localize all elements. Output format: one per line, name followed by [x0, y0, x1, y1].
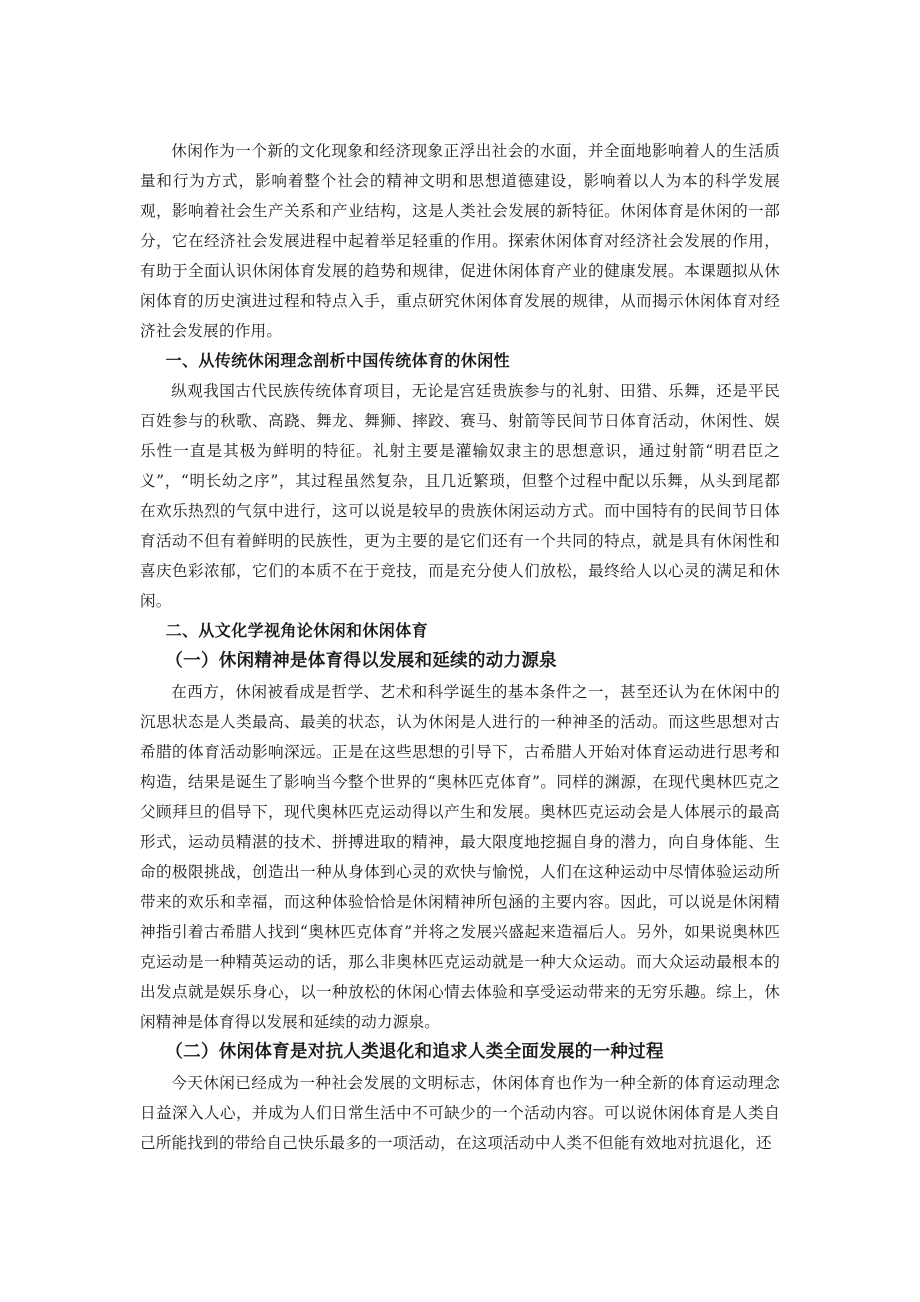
section-heading-1: 一、从传统休闲理念剖析中国传统体育的休闲性 — [165, 351, 510, 370]
subsection-2-2-paragraph: 今天休闲已经成为一种社会发展的文明标志，休闲体育也作为一种全新的体育运动理念日益深入人心，并成为人们日常生活中不可缺少的一个活动内容。可以说休闲体育是人类自己所能找到的带给自己快乐最多的一项活动，在这项活动中人类不但能有效地对抗退化，还 — [140, 1074, 780, 1152]
subsection-2-1-paragraph: 在西方，休闲被看成是哲学、艺术和科学诞生的基本条件之一，甚至还认为在休闲中的沉思状态是人类最高、最美的状态，认为休闲是人进行的一种神圣的活动。而这些思想对古希腊的体育活动影响深远。正是在这些思想的引导下，古希腊人开始对体育运动进行思考和构造，结果是诞生了影响当今整个世界的“奥林匹克体育”。同样的渊源，在现代奥林匹克之父顾拜旦的倡导下，现代奥林匹克运动得以产生和发展。奥林匹克运动会是人体展示的最高形式，运动员精湛的技术、拼搏进取的精神，最大限度地挖掘自身的潜力，向自身体能、生命的极限挑战，创造出一种从身体到心灵的欢快与愉悦，人们在这种运动中尽情体验运动所带来的欢乐和幸福，而这种体验恰恰是休闲精神所包涵的主要内容。因此，可以说是休闲精神指引着古希腊人找到“奥林匹克体育”并将之发展兴盛起来造福后人。另外，如果说奥林匹克运动是一种精英运动的话，那么非奥林匹克运动就是一种大众运动。而大众运动最根本的出发点就是娱乐身心，以一种放松的休闲心情去体验和享受运动带来的无穷乐趣。综上，休闲精神是体育得以发展和延续的动力源泉。 — [140, 683, 780, 1031]
section-heading-2: 二、从文化学视角论休闲和休闲体育 — [165, 621, 428, 640]
intro-paragraph: 休闲作为一个新的文化现象和经济现象正浮出社会的水面，并全面地影响着人的生活质量和行为方式，影响着整个社会的精神文明和思想道德建设，影响着以人为本的科学发展观，影响着社会生产关系和产业结构，这是人类社会发展的新特征。休闲体育是休闲的一部分，它在经济社会发展进程中起着举足轻重的作用。探索休闲体育对经济社会发展的作用，有助于全面认识休闲体育发展的趋势和规律，促进休闲体育产业的健康发展。本课题拟从休闲体育的历史演进过程和特点入手，重点研究休闲体育发展的规律，从而揭示休闲体育对经济社会发展的作用。 — [140, 142, 780, 340]
subsection-heading-2-2: （二）休闲体育是对抗人类退化和追求人类全面发展的一种过程 — [165, 1042, 664, 1062]
section-1-paragraph: 纵观我国古代民族传统体育项目，无论是宫廷贵族参与的礼射、田猎、乐舞，还是平民百姓参与的秋歌、高跷、舞龙、舞狮、摔跤、赛马、射箭等民间节日体育活动，休闲性、娱乐性一直是其极为鲜明的特征。礼射主要是灌输奴隶主的思想意识，通过射箭“明君臣之义”，“明长幼之序”，其过程虽然复杂，且几近繁琐，但整个过程中配以乐舞，从头到尾都在欢乐热烈的气氛中进行，这可以说是较早的贵族休闲运动方式。而中国特有的民间节日体育活动不但有着鲜明的民族性，更为主要的是它们还有一个共同的特点，就是具有休闲性和喜庆色彩浓郁，它们的本质不在于竞技，而是充分使人们放松，最终给人以心灵的满足和休闲。 — [140, 382, 780, 610]
subsection-heading-2-1: （一）休闲精神是体育得以发展和延续的动力源泉 — [165, 651, 557, 671]
